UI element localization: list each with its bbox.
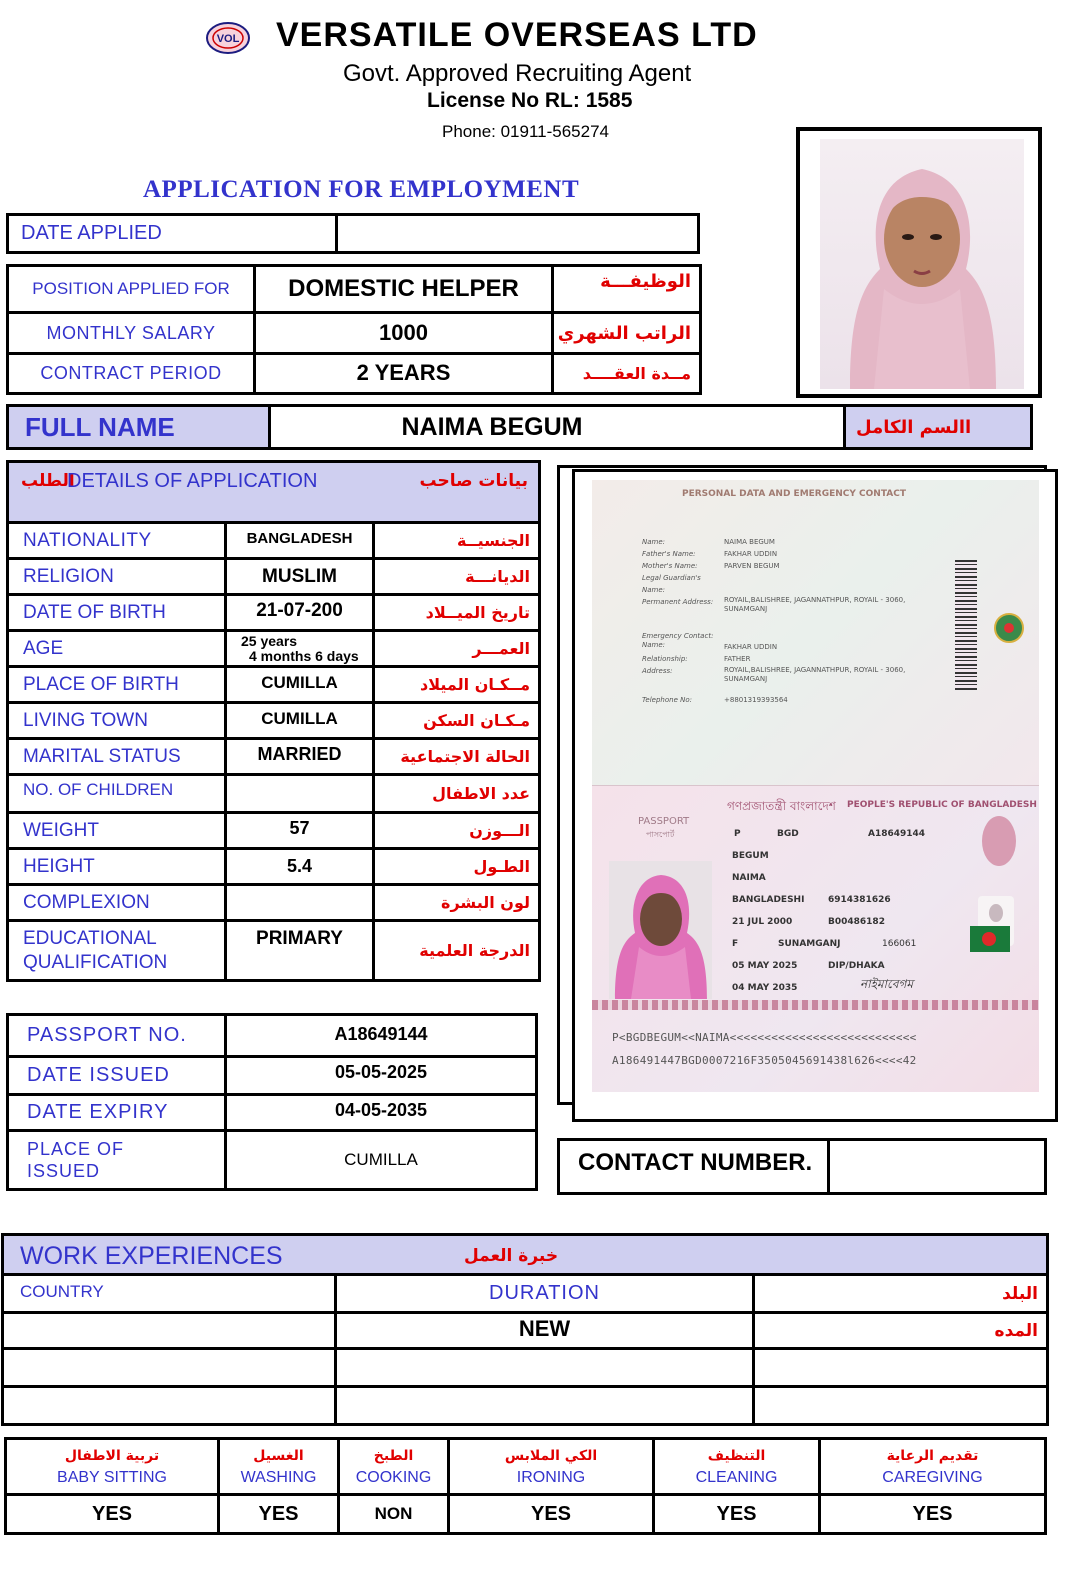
work-extra-cell[interactable]: [754, 1349, 1048, 1387]
table-row: [8, 1095, 537, 1131]
passport-expiry-date: 04 MAY 2035: [732, 983, 798, 993]
scan-key: Emergency Contact: Name:: [642, 632, 714, 649]
skill-ironing: [449, 1439, 654, 1495]
scan-row: [642, 632, 924, 653]
passport-serial: 166061: [882, 939, 917, 949]
skill-ar: التنظيف: [707, 1447, 766, 1464]
table-row: [3, 1387, 1048, 1425]
age-months-days: 4 months 6 days: [249, 647, 359, 664]
dob-ar: تاريخ الميــلاد: [374, 595, 540, 631]
applicant-photo-frame: [796, 127, 1042, 398]
skill-value: YES: [6, 1495, 219, 1534]
skill-label: CLEANING: [695, 1468, 778, 1486]
scan-value: PARVEN BEGUM: [724, 562, 780, 570]
skill-label: CAREGIVING: [882, 1468, 983, 1486]
skill-label: BABY SITTING: [57, 1468, 167, 1486]
col-country: COUNTRY: [3, 1275, 336, 1313]
table-row: [8, 739, 540, 775]
col-duration: DURATION: [336, 1275, 754, 1313]
work-title: WORK EXPERIENCES: [20, 1242, 283, 1270]
scan-data-block: [642, 536, 924, 614]
skill-ar: الطبخ: [373, 1447, 414, 1464]
mrz-line-2: A186491447BGD0007216F3505045691438l626<<<<42: [612, 1054, 917, 1067]
full-name-value: NAIMA BEGUM: [270, 406, 845, 449]
scan-row: [642, 572, 924, 596]
holder-signature: নাইমাবেগম: [860, 977, 914, 991]
contact-label: CONTACT NUMBER.: [559, 1140, 829, 1194]
details-table: [6, 521, 541, 982]
flag-icon: [970, 926, 1010, 952]
work-title-ar: خبرة العمل: [464, 1246, 559, 1266]
date-applied-label: DATE APPLIED: [8, 215, 337, 253]
salary-label: MONTHLY SALARY: [8, 313, 255, 353]
scan-value: NAIMA BEGUM: [724, 538, 775, 546]
age-label: AGE: [8, 631, 226, 667]
age-value: [226, 631, 374, 667]
applicant-photo: [820, 139, 1024, 389]
table-row: [8, 813, 540, 849]
weight-label: WEIGHT: [8, 813, 226, 849]
company-logo: [205, 20, 251, 56]
passport-prev-no: B00486182: [828, 917, 885, 927]
date-expiry-value: 04-05-2035: [226, 1095, 537, 1131]
work-duration-cell[interactable]: [336, 1387, 754, 1425]
work-country-cell[interactable]: [3, 1387, 336, 1425]
government-seal-icon: [994, 613, 1024, 643]
position-value: DOMESTIC HELPER: [255, 266, 553, 313]
complexion-ar: لون البشرة: [374, 885, 540, 921]
barcode: [955, 560, 977, 690]
scan-key: Telephone No:: [642, 696, 692, 704]
contract-label: CONTRACT PERIOD: [8, 353, 255, 393]
skills-table: [4, 1437, 1047, 1535]
passport-number: A18649144: [868, 829, 926, 839]
skill-ar: تربية الاطفال: [64, 1447, 160, 1464]
phone-number: Phone: 01911-565274: [442, 122, 610, 141]
living-town-label: LIVING TOWN: [8, 703, 226, 739]
age-ar: العمـــر: [374, 631, 540, 667]
passport-nationality: BANGLADESHI: [732, 895, 805, 905]
table-row: [3, 1275, 1048, 1313]
date-expiry-label: DATE EXPIRY: [8, 1095, 226, 1131]
scan-row: [642, 560, 924, 572]
passport-issue-date: 05 MAY 2025: [732, 961, 798, 971]
place-issued-label-text: PLACE OF ISSUED: [27, 1139, 125, 1181]
scan-row: [642, 536, 924, 548]
passport-personal-no: 6914381626: [828, 895, 891, 905]
nationality-value: BANGLADESH: [226, 523, 374, 559]
height-value: 5.4: [226, 849, 374, 885]
country-name-bn: গণপ্রজাতন্ত্রী বাংলাদেশ: [727, 799, 836, 813]
place-of-birth-value: CUMILLA: [226, 667, 374, 703]
skill-value: YES: [219, 1495, 339, 1534]
marital-status-label: MARITAL STATUS: [8, 739, 226, 775]
skill-value: YES: [654, 1495, 820, 1534]
details-title-ar-left: الطلب: [21, 471, 75, 491]
company-name: VERSATILE OVERSEAS LTD: [276, 16, 758, 54]
contact-table: [557, 1138, 1047, 1195]
passport-word-bn: পাসপোর্ট: [646, 830, 675, 839]
table-row: [8, 775, 540, 813]
skill-ar: تقديم الرعاية: [886, 1447, 979, 1464]
full-name-table: [6, 404, 1033, 450]
form-title: APPLICATION FOR EMPLOYMENT: [143, 176, 580, 203]
col-country-ar: البلد: [754, 1275, 1048, 1313]
details-title: DETAILS OF APPLICATION: [67, 470, 318, 492]
passport-word: PASSPORT: [638, 816, 690, 827]
contract-ar: مــدة العقــــد: [553, 353, 701, 393]
passport-emblem-icon: [982, 816, 1016, 866]
table-row: [8, 559, 540, 595]
skill-washing: [219, 1439, 339, 1495]
scan-emergency-block: [642, 632, 924, 706]
dob-label: DATE OF BIRTH: [8, 595, 226, 631]
skill-caregiving: [820, 1439, 1046, 1495]
full-name-ar: االسم الكامل: [845, 406, 1032, 449]
passport-no-label: PASSPORT NO.: [8, 1015, 226, 1057]
children-ar: عدد الاطفال: [374, 775, 540, 813]
skill-label: WASHING: [240, 1468, 317, 1486]
height-ar: الطـول: [374, 849, 540, 885]
passport-type: P: [734, 829, 741, 839]
table-row: [8, 703, 540, 739]
work-country-cell[interactable]: [3, 1349, 336, 1387]
passport-no-value: A18649144: [226, 1015, 537, 1057]
table-row: [8, 523, 540, 559]
skill-value: YES: [449, 1495, 654, 1534]
nationality-label: NATIONALITY: [8, 523, 226, 559]
table-row: [8, 885, 540, 921]
salary-value: 1000: [255, 313, 553, 353]
table-row: [3, 1349, 1048, 1387]
date-applied-value[interactable]: [337, 215, 699, 253]
scan-key: Legal Guardian's Name:: [642, 574, 701, 594]
contract-value: 2 YEARS: [255, 353, 553, 393]
table-row: [8, 849, 540, 885]
children-value: [226, 775, 374, 813]
security-strip: [592, 1000, 1039, 1010]
passport-surname: BEGUM: [732, 851, 769, 861]
scan-key: Mother's Name:: [642, 562, 698, 570]
religion-value: MUSLIM: [226, 559, 374, 595]
work-duration-ar: المده: [754, 1313, 1048, 1349]
marital-status-value: MARRIED: [226, 739, 374, 775]
date-issued-label: DATE ISSUED: [8, 1057, 226, 1095]
scan-row: [642, 665, 924, 684]
date-issued-value: 05-05-2025: [226, 1057, 537, 1095]
passport-birth-place: SUNAMGANJ: [778, 939, 841, 949]
nationality-ar: الجنسيــة: [374, 523, 540, 559]
table-row: [3, 1313, 1048, 1349]
skill-label: COOKING: [355, 1468, 432, 1486]
skill-ar: الكي الملابس: [504, 1447, 598, 1464]
work-extra-cell[interactable]: [754, 1387, 1048, 1425]
weight-value: 57: [226, 813, 374, 849]
tagline: Govt. Approved Recruiting Agent: [343, 60, 692, 87]
living-town-ar: مـكـان السكن: [374, 703, 540, 739]
children-label: NO. OF CHILDREN: [8, 775, 226, 813]
skill-value: NON: [339, 1495, 449, 1534]
work-header: [3, 1235, 1048, 1275]
work-experience-table: [1, 1233, 1049, 1426]
place-issued-label: [8, 1131, 226, 1190]
table-row: [8, 595, 540, 631]
position-ar: الوظيفـــة: [553, 266, 701, 313]
scan-value: +8801319393564: [724, 696, 788, 704]
work-duration-cell[interactable]: NEW: [336, 1313, 754, 1349]
scan-heading: PERSONAL DATA AND EMERGENCY CONTACT: [682, 489, 906, 499]
skill-baby-sitting: [6, 1439, 219, 1495]
table-row: [8, 1015, 537, 1057]
dob-value: 21-07-200: [226, 595, 374, 631]
passport-dob: 21 JUL 2000: [732, 917, 793, 927]
complexion-label: COMPLEXION: [8, 885, 226, 921]
country-name-en: PEOPLE'S REPUBLIC OF BANGLADESH: [847, 800, 1037, 810]
skill-ar: الغسيل: [253, 1447, 304, 1464]
passport-country-code: BGD: [777, 829, 799, 839]
details-header: [6, 460, 541, 524]
living-town-value: CUMILLA: [226, 703, 374, 739]
scan-key: Address:: [642, 667, 673, 675]
table-row: [8, 1131, 537, 1190]
scan-key: Relationship:: [642, 655, 688, 663]
passport-authority: DIP/DHAKA: [828, 961, 885, 971]
marital-status-ar: الحالة الاجتماعية: [374, 739, 540, 775]
salary-ar: الراتب الشهري: [553, 313, 701, 353]
scan-value: FATHER: [724, 655, 751, 663]
work-duration-cell[interactable]: [336, 1349, 754, 1387]
table-row: [8, 1057, 537, 1095]
date-applied-table: [6, 213, 700, 254]
education-label: EDUCATIONAL QUALIFICATION: [8, 921, 226, 981]
details-title-ar-right: بيانات صاحب: [419, 471, 528, 491]
place-issued-value: CUMILLA: [226, 1131, 537, 1190]
skill-label: IRONING: [516, 1468, 586, 1486]
passport-scan: [592, 480, 1039, 1092]
place-of-birth-label: PLACE OF BIRTH: [8, 667, 226, 703]
scan-row: [642, 694, 924, 706]
scan-row: [642, 653, 924, 665]
scan-key: Permanent Address:: [642, 598, 714, 606]
contact-value[interactable]: [829, 1140, 1046, 1194]
logo-text: VOL: [216, 33, 240, 45]
scan-value: FAKHAR UDDIN: [724, 643, 778, 651]
license-number: License No RL: 1585: [427, 89, 633, 112]
skill-cleaning: [654, 1439, 820, 1495]
table-row: [8, 921, 540, 981]
scan-key: Father's Name:: [642, 550, 696, 558]
place-of-birth-ar: مــكـان الميلاد: [374, 667, 540, 703]
scan-value: FAKHAR UDDIN: [724, 550, 778, 558]
scan-row: [642, 596, 924, 614]
full-name-label: FULL NAME: [8, 406, 270, 449]
job-table: [6, 264, 702, 395]
scan-row: [642, 548, 924, 560]
passport-given-name: NAIMA: [732, 873, 766, 883]
work-country-cell[interactable]: [3, 1313, 336, 1349]
scan-value: ROYAIL,BALISHREE, JAGANNATHPUR, ROYAIL - 3060, SUNAMGANJ: [724, 596, 906, 613]
table-row: [8, 667, 540, 703]
weight-ar: الـــوزن: [374, 813, 540, 849]
passport-sex: F: [732, 939, 739, 949]
scan-value: ROYAIL,BALISHREE, JAGANNATHPUR, ROYAIL - 3060, SUNAMGANJ: [724, 666, 906, 683]
passport-holder-photo: [609, 861, 712, 999]
religion-ar: الديانـــة: [374, 559, 540, 595]
religion-label: RELIGION: [8, 559, 226, 595]
table-row: [8, 631, 540, 667]
education-ar: الدرجة العلمية: [374, 921, 540, 981]
position-label: POSITION APPLIED FOR: [8, 266, 255, 313]
height-label: HEIGHT: [8, 849, 226, 885]
passport-info-table: [6, 1013, 538, 1191]
complexion-value: [226, 885, 374, 921]
age-years: 25 years: [241, 632, 298, 649]
skill-value: YES: [820, 1495, 1046, 1534]
skill-cooking: [339, 1439, 449, 1495]
mrz-line-1: P<BGDBEGUM<<NAIMA<<<<<<<<<<<<<<<<<<<<<<<<<<<: [612, 1031, 917, 1044]
education-value: PRIMARY: [226, 921, 374, 981]
scan-key: Name:: [642, 538, 666, 546]
